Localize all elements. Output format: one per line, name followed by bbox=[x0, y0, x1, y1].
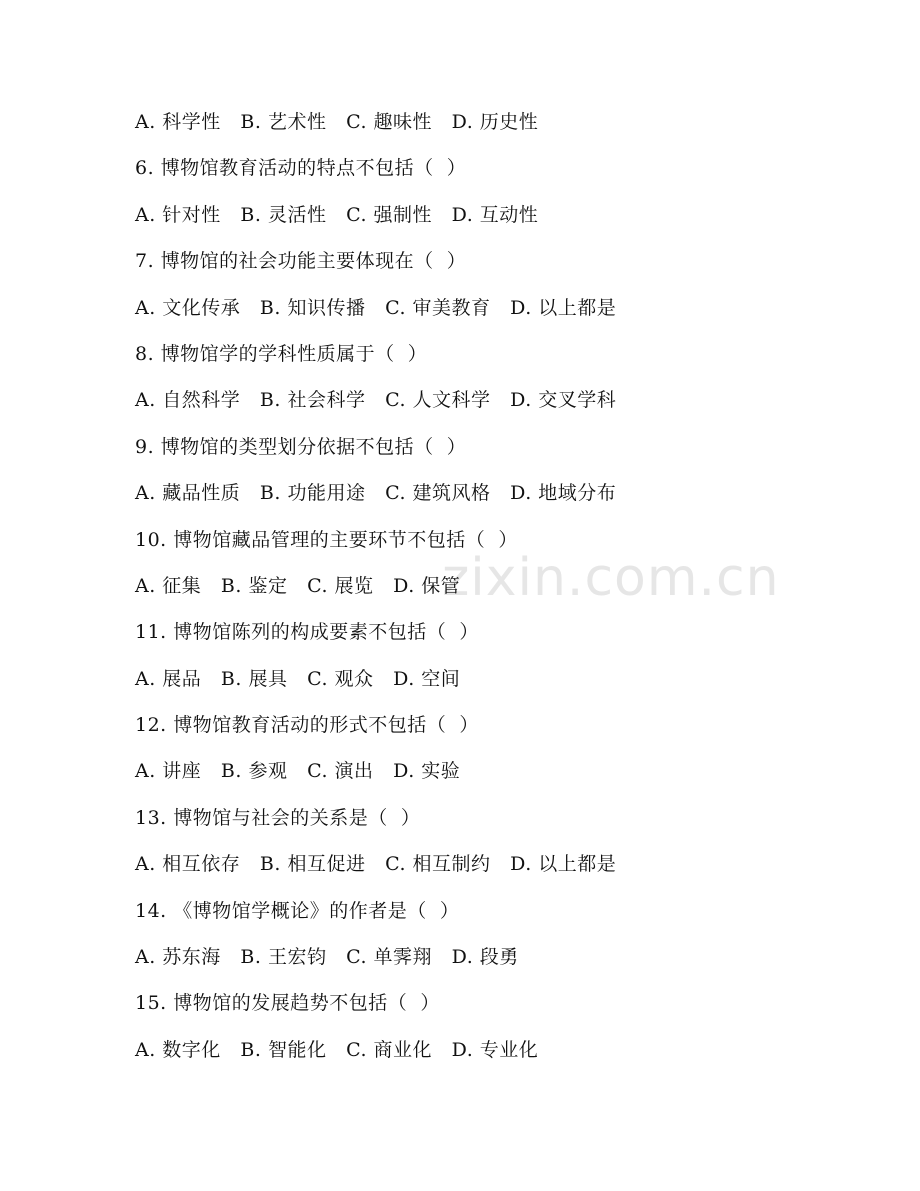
options-line: A. 相互依存 B. 相互促进 C. 相互制约 D. 以上都是 bbox=[135, 853, 617, 876]
question-line: 14. 《博物馆学概论》的作者是（ ） bbox=[135, 899, 460, 922]
question-line: 10. 博物馆藏品管理的主要环节不包括（ ） bbox=[135, 528, 518, 551]
question-line: 13. 博物馆与社会的关系是（ ） bbox=[135, 806, 421, 829]
options-line: A. 科学性 B. 艺术性 C. 趣味性 D. 历史性 bbox=[135, 111, 539, 133]
options-line: A. 数字化 B. 智能化 C. 商业化 D. 专业化 bbox=[135, 1038, 539, 1061]
question-list bbox=[135, 104, 855, 1078]
question-line: 15. 博物馆的发展趋势不包括（ ） bbox=[135, 992, 440, 1015]
options-line: A. 藏品性质 B. 功能用途 C. 建筑风格 D. 地域分布 bbox=[135, 482, 617, 505]
options-line: A. 自然科学 B. 社会科学 C. 人文科学 D. 交叉学科 bbox=[135, 389, 617, 412]
options-line: A. 讲座 B. 参观 C. 演出 D. 实验 bbox=[135, 760, 461, 783]
question-line: 11. 博物馆陈列的构成要素不包括（ ） bbox=[135, 621, 479, 644]
question-line: 6. 博物馆教育活动的特点不包括（ ） bbox=[135, 157, 467, 180]
question-line: 9. 博物馆的类型划分依据不包括（ ） bbox=[135, 435, 467, 458]
question-line: 7. 博物馆的社会功能主要体现在（ ） bbox=[135, 250, 467, 273]
options-line: A. 展品 B. 展具 C. 观众 D. 空间 bbox=[135, 667, 461, 690]
options-line: A. 文化传承 B. 知识传播 C. 审美教育 D. 以上都是 bbox=[135, 296, 617, 319]
question-line: 12. 博物馆教育活动的形式不包括（ ） bbox=[135, 714, 479, 737]
watermark: zixin.com.cn bbox=[442, 548, 780, 608]
options-line: A. 征集 B. 鉴定 C. 展览 D. 保管 bbox=[135, 574, 461, 597]
options-line: A. 针对性 B. 灵活性 C. 强制性 D. 互动性 bbox=[135, 203, 539, 226]
question-line: 8. 博物馆学的学科性质属于（ ） bbox=[135, 342, 428, 365]
options-line: A. 苏东海 B. 王宏钧 C. 单霁翔 D. 段勇 bbox=[135, 946, 519, 969]
